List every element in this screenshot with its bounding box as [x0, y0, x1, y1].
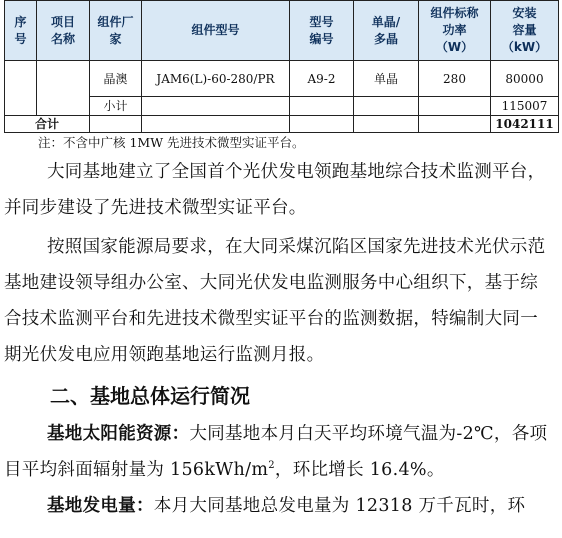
header-type: 单晶/ 多晶 [354, 1, 419, 61]
paragraph-solar-resource [4, 416, 552, 488]
header-capacity: 安装 容量 （kW） [491, 1, 559, 61]
solar-resource-text-b: ，环比增长 16.4%。 [274, 460, 445, 480]
cell-code: A9-2 [290, 61, 354, 97]
paragraph-generation [4, 488, 552, 524]
paragraph-platform: 大同基地建立了全国首个光伏发电领跑基地综合技术监测平台，并同步建设了先进技术微型实证平台。 [4, 162, 546, 218]
generation-text: 本月大同基地总发电量为 12318 万千瓦时，环 [153, 496, 526, 516]
paragraph-report-basis: 按照国家能源局要求，在大同采煤沉陷区国家先进技术光伏示范基地建设领导组办公室、大同光伏发电监测服务中心组织下，基于综合技术监测平台和先进技术微型实证平台的监测数据，特编制大同一期光伏发电应用领跑基地运行监测月报。 [4, 237, 546, 365]
cell-no [5, 61, 37, 116]
cell-maker: 晶澳 [90, 61, 142, 97]
header-maker: 组件厂 家 [90, 1, 142, 61]
header-power: 组件标称 功率 （W） [419, 1, 491, 61]
header-code: 型号 编号 [290, 1, 354, 61]
solar-resource-unit-sup: 2 [268, 460, 275, 472]
section-heading: 二、基地总体运行简况 [50, 384, 250, 408]
header-project: 项目 名称 [37, 1, 90, 61]
table-row [5, 61, 559, 97]
generation-label: 基地发电量： [47, 496, 154, 516]
header-no: 序 号 [5, 1, 37, 61]
subtotal-capacity: 115007 [491, 97, 559, 116]
capacity-table [4, 0, 559, 133]
cell-project [37, 61, 90, 116]
total-capacity: 1042111 [491, 116, 559, 133]
total-row [5, 116, 559, 133]
solar-resource-label: 基地太阳能资源： [47, 424, 190, 444]
subtotal-label: 小计 [90, 97, 142, 116]
table-footnote: 注：不含中广核 1MW 先进技术微型实证平台。 [38, 135, 305, 150]
cell-capacity: 80000 [491, 61, 559, 97]
table-header-row [5, 1, 559, 61]
cell-power: 280 [419, 61, 491, 97]
total-label: 合计 [5, 116, 90, 133]
cell-model: JAM6(L)-60-280/PR [142, 61, 290, 97]
header-model: 组件型号 [142, 1, 290, 61]
cell-type: 单晶 [354, 61, 419, 97]
solar-resource-text-a: 大同基地本月白天平均环境气温为-2℃，各项目平均斜面辐射量为 156kWh/m [4, 424, 548, 480]
